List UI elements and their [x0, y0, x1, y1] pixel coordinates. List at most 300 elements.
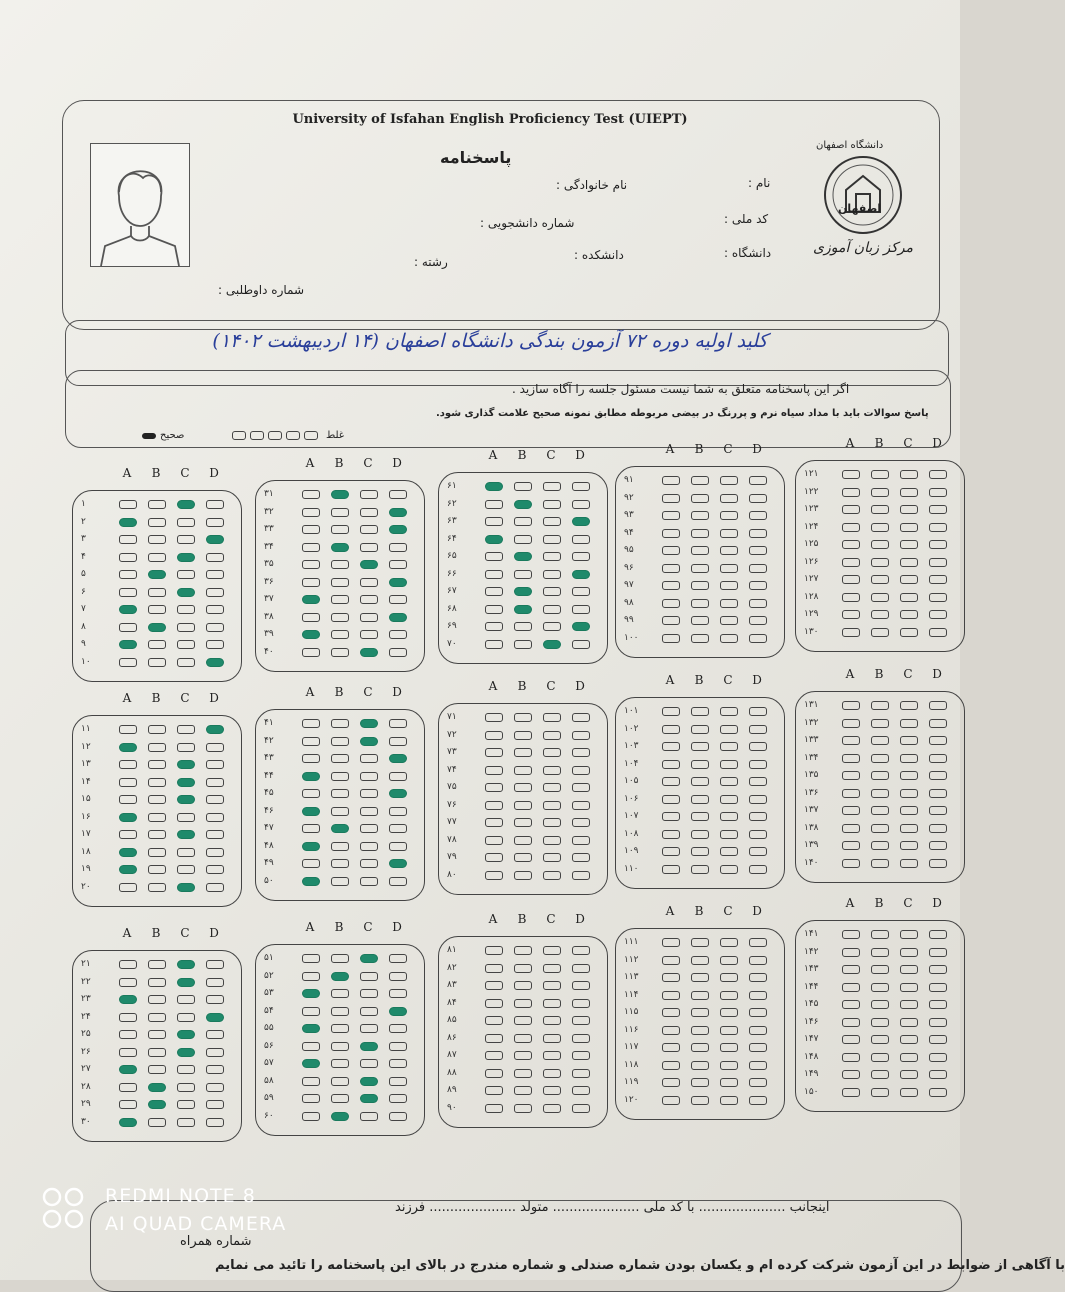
answer-bubble-b[interactable] [331, 613, 349, 622]
answer-bubble-b[interactable] [148, 640, 166, 649]
answer-bubble-a[interactable] [119, 995, 137, 1004]
answer-bubble-b[interactable] [331, 719, 349, 728]
answer-bubble-b[interactable] [331, 972, 349, 981]
answer-bubble-b[interactable] [514, 871, 532, 880]
answer-bubble-b[interactable] [331, 648, 349, 657]
answer-bubble-d[interactable] [749, 1026, 767, 1035]
answer-bubble-b[interactable] [691, 973, 709, 982]
answer-bubble-c[interactable] [543, 871, 561, 880]
answer-bubble-c[interactable] [543, 517, 561, 526]
answer-bubble-b[interactable] [871, 1035, 889, 1044]
answer-bubble-b[interactable] [148, 960, 166, 969]
answer-bubble-c[interactable] [177, 778, 195, 787]
answer-bubble-a[interactable] [485, 981, 503, 990]
answer-bubble-a[interactable] [662, 1078, 680, 1087]
answer-bubble-c[interactable] [900, 1000, 918, 1009]
answer-bubble-d[interactable] [206, 640, 224, 649]
answer-bubble-c[interactable] [360, 859, 378, 868]
answer-bubble-c[interactable] [720, 760, 738, 769]
answer-bubble-a[interactable] [842, 841, 860, 850]
answer-bubble-c[interactable] [360, 954, 378, 963]
answer-bubble-a[interactable] [842, 540, 860, 549]
answer-bubble-b[interactable] [331, 954, 349, 963]
answer-bubble-a[interactable] [302, 525, 320, 534]
answer-bubble-c[interactable] [900, 701, 918, 710]
answer-bubble-d[interactable] [572, 999, 590, 1008]
answer-bubble-b[interactable] [148, 570, 166, 579]
answer-bubble-d[interactable] [206, 553, 224, 562]
answer-bubble-c[interactable] [900, 593, 918, 602]
answer-bubble-a[interactable] [662, 494, 680, 503]
answer-bubble-c[interactable] [360, 719, 378, 728]
answer-bubble-c[interactable] [720, 1078, 738, 1087]
answer-bubble-d[interactable] [749, 511, 767, 520]
answer-bubble-a[interactable] [485, 622, 503, 631]
answer-bubble-b[interactable] [871, 558, 889, 567]
answer-bubble-c[interactable] [543, 748, 561, 757]
answer-bubble-b[interactable] [514, 964, 532, 973]
answer-bubble-d[interactable] [572, 766, 590, 775]
answer-bubble-c[interactable] [177, 795, 195, 804]
answer-bubble-b[interactable] [148, 535, 166, 544]
answer-bubble-c[interactable] [720, 494, 738, 503]
answer-bubble-b[interactable] [691, 1096, 709, 1105]
answer-bubble-d[interactable] [929, 628, 947, 637]
answer-bubble-a[interactable] [302, 630, 320, 639]
answer-bubble-a[interactable] [662, 938, 680, 947]
answer-bubble-d[interactable] [749, 991, 767, 1000]
answer-bubble-d[interactable] [749, 546, 767, 555]
answer-bubble-a[interactable] [302, 1112, 320, 1121]
answer-bubble-b[interactable] [331, 754, 349, 763]
answer-bubble-c[interactable] [177, 1048, 195, 1057]
answer-bubble-a[interactable] [302, 1042, 320, 1051]
answer-bubble-a[interactable] [842, 505, 860, 514]
answer-bubble-a[interactable] [662, 973, 680, 982]
answer-bubble-d[interactable] [206, 1048, 224, 1057]
answer-bubble-b[interactable] [871, 1000, 889, 1009]
answer-bubble-a[interactable] [302, 595, 320, 604]
answer-bubble-d[interactable] [572, 640, 590, 649]
answer-bubble-b[interactable] [148, 995, 166, 1004]
answer-bubble-c[interactable] [177, 725, 195, 734]
answer-bubble-d[interactable] [572, 622, 590, 631]
answer-bubble-b[interactable] [331, 1024, 349, 1033]
answer-bubble-a[interactable] [662, 1061, 680, 1070]
answer-bubble-c[interactable] [900, 719, 918, 728]
answer-bubble-a[interactable] [119, 588, 137, 597]
answer-bubble-d[interactable] [929, 540, 947, 549]
answer-bubble-a[interactable] [485, 818, 503, 827]
answer-bubble-d[interactable] [929, 1018, 947, 1027]
answer-bubble-d[interactable] [389, 525, 407, 534]
answer-bubble-d[interactable] [206, 743, 224, 752]
answer-bubble-a[interactable] [662, 564, 680, 573]
answer-bubble-c[interactable] [177, 848, 195, 857]
answer-bubble-d[interactable] [206, 1065, 224, 1074]
answer-bubble-a[interactable] [485, 766, 503, 775]
answer-bubble-b[interactable] [331, 842, 349, 851]
answer-bubble-c[interactable] [360, 737, 378, 746]
answer-bubble-b[interactable] [691, 1026, 709, 1035]
answer-bubble-b[interactable] [871, 965, 889, 974]
answer-bubble-d[interactable] [572, 871, 590, 880]
answer-bubble-b[interactable] [331, 560, 349, 569]
answer-bubble-b[interactable] [148, 518, 166, 527]
answer-bubble-b[interactable] [148, 500, 166, 509]
answer-bubble-c[interactable] [360, 877, 378, 886]
answer-bubble-b[interactable] [691, 494, 709, 503]
answer-bubble-c[interactable] [900, 1070, 918, 1079]
answer-bubble-a[interactable] [485, 1086, 503, 1095]
answer-bubble-d[interactable] [749, 847, 767, 856]
answer-bubble-b[interactable] [331, 595, 349, 604]
answer-bubble-a[interactable] [119, 1118, 137, 1127]
answer-bubble-a[interactable] [842, 965, 860, 974]
answer-bubble-a[interactable] [119, 570, 137, 579]
answer-bubble-d[interactable] [206, 995, 224, 1004]
answer-bubble-c[interactable] [900, 558, 918, 567]
answer-bubble-d[interactable] [929, 806, 947, 815]
answer-bubble-b[interactable] [514, 482, 532, 491]
answer-bubble-d[interactable] [749, 476, 767, 485]
answer-bubble-d[interactable] [206, 1013, 224, 1022]
answer-bubble-b[interactable] [148, 1065, 166, 1074]
answer-bubble-a[interactable] [842, 806, 860, 815]
answer-bubble-b[interactable] [148, 623, 166, 632]
answer-bubble-a[interactable] [485, 964, 503, 973]
answer-bubble-c[interactable] [543, 818, 561, 827]
answer-bubble-d[interactable] [749, 777, 767, 786]
answer-bubble-c[interactable] [900, 841, 918, 850]
answer-bubble-d[interactable] [389, 1007, 407, 1016]
answer-bubble-b[interactable] [691, 812, 709, 821]
answer-bubble-d[interactable] [206, 1030, 224, 1039]
answer-bubble-c[interactable] [360, 807, 378, 816]
answer-bubble-a[interactable] [119, 865, 137, 874]
answer-bubble-d[interactable] [572, 517, 590, 526]
answer-bubble-d[interactable] [749, 865, 767, 874]
answer-bubble-a[interactable] [842, 771, 860, 780]
answer-bubble-d[interactable] [389, 543, 407, 552]
answer-bubble-d[interactable] [749, 938, 767, 947]
answer-bubble-d[interactable] [572, 836, 590, 845]
answer-bubble-c[interactable] [720, 634, 738, 643]
answer-bubble-a[interactable] [842, 1000, 860, 1009]
answer-bubble-a[interactable] [485, 748, 503, 757]
answer-bubble-d[interactable] [572, 552, 590, 561]
answer-bubble-c[interactable] [177, 1118, 195, 1127]
answer-bubble-d[interactable] [206, 570, 224, 579]
answer-bubble-a[interactable] [662, 707, 680, 716]
answer-bubble-c[interactable] [360, 560, 378, 569]
answer-bubble-d[interactable] [206, 760, 224, 769]
answer-bubble-a[interactable] [119, 623, 137, 632]
answer-bubble-c[interactable] [360, 1077, 378, 1086]
answer-bubble-b[interactable] [331, 1007, 349, 1016]
answer-bubble-b[interactable] [331, 1059, 349, 1068]
answer-bubble-c[interactable] [543, 946, 561, 955]
answer-bubble-c[interactable] [720, 725, 738, 734]
answer-bubble-c[interactable] [543, 766, 561, 775]
answer-bubble-b[interactable] [148, 658, 166, 667]
answer-bubble-b[interactable] [148, 760, 166, 769]
answer-bubble-a[interactable] [302, 578, 320, 587]
answer-bubble-b[interactable] [691, 991, 709, 1000]
answer-bubble-d[interactable] [389, 613, 407, 622]
answer-bubble-c[interactable] [720, 938, 738, 947]
answer-bubble-c[interactable] [360, 613, 378, 622]
answer-bubble-a[interactable] [485, 587, 503, 596]
answer-bubble-a[interactable] [842, 1053, 860, 1062]
answer-bubble-b[interactable] [331, 807, 349, 816]
answer-bubble-d[interactable] [389, 754, 407, 763]
answer-bubble-c[interactable] [900, 628, 918, 637]
answer-bubble-a[interactable] [302, 1077, 320, 1086]
answer-bubble-d[interactable] [389, 859, 407, 868]
answer-bubble-d[interactable] [389, 1059, 407, 1068]
answer-bubble-b[interactable] [871, 983, 889, 992]
answer-bubble-d[interactable] [206, 778, 224, 787]
answer-bubble-a[interactable] [842, 930, 860, 939]
answer-bubble-a[interactable] [485, 517, 503, 526]
answer-bubble-d[interactable] [749, 795, 767, 804]
answer-bubble-a[interactable] [119, 760, 137, 769]
answer-bubble-c[interactable] [543, 999, 561, 1008]
answer-bubble-b[interactable] [514, 535, 532, 544]
answer-bubble-c[interactable] [360, 648, 378, 657]
answer-bubble-c[interactable] [177, 743, 195, 752]
answer-bubble-b[interactable] [514, 783, 532, 792]
answer-bubble-a[interactable] [302, 954, 320, 963]
answer-bubble-c[interactable] [360, 1059, 378, 1068]
answer-bubble-a[interactable] [842, 1070, 860, 1079]
answer-bubble-a[interactable] [302, 490, 320, 499]
answer-bubble-a[interactable] [662, 725, 680, 734]
answer-bubble-d[interactable] [389, 1077, 407, 1086]
answer-bubble-b[interactable] [514, 1104, 532, 1113]
answer-bubble-d[interactable] [206, 623, 224, 632]
answer-bubble-a[interactable] [485, 605, 503, 614]
answer-bubble-c[interactable] [900, 789, 918, 798]
answer-bubble-b[interactable] [691, 777, 709, 786]
answer-bubble-d[interactable] [206, 883, 224, 892]
answer-bubble-c[interactable] [177, 640, 195, 649]
answer-bubble-b[interactable] [148, 1100, 166, 1109]
answer-bubble-d[interactable] [389, 772, 407, 781]
answer-bubble-c[interactable] [360, 824, 378, 833]
answer-bubble-b[interactable] [148, 743, 166, 752]
answer-bubble-d[interactable] [389, 1094, 407, 1103]
answer-bubble-d[interactable] [389, 490, 407, 499]
answer-bubble-b[interactable] [148, 1118, 166, 1127]
answer-bubble-c[interactable] [543, 783, 561, 792]
answer-bubble-d[interactable] [929, 505, 947, 514]
answer-bubble-d[interactable] [929, 1035, 947, 1044]
answer-bubble-c[interactable] [177, 995, 195, 1004]
answer-bubble-c[interactable] [720, 599, 738, 608]
answer-bubble-d[interactable] [749, 616, 767, 625]
answer-bubble-a[interactable] [662, 616, 680, 625]
answer-bubble-c[interactable] [177, 1065, 195, 1074]
answer-bubble-c[interactable] [900, 824, 918, 833]
answer-bubble-d[interactable] [389, 737, 407, 746]
answer-bubble-d[interactable] [206, 518, 224, 527]
answer-bubble-b[interactable] [514, 622, 532, 631]
answer-bubble-a[interactable] [485, 836, 503, 845]
answer-bubble-d[interactable] [929, 719, 947, 728]
answer-bubble-d[interactable] [389, 789, 407, 798]
answer-bubble-a[interactable] [302, 807, 320, 816]
answer-bubble-c[interactable] [900, 983, 918, 992]
answer-bubble-c[interactable] [720, 581, 738, 590]
answer-bubble-b[interactable] [148, 865, 166, 874]
answer-bubble-a[interactable] [302, 508, 320, 517]
answer-bubble-d[interactable] [749, 760, 767, 769]
answer-bubble-b[interactable] [871, 523, 889, 532]
answer-bubble-c[interactable] [360, 1024, 378, 1033]
answer-bubble-c[interactable] [177, 760, 195, 769]
answer-bubble-b[interactable] [691, 830, 709, 839]
answer-bubble-a[interactable] [302, 1024, 320, 1033]
answer-bubble-d[interactable] [749, 725, 767, 734]
answer-bubble-d[interactable] [929, 575, 947, 584]
answer-bubble-c[interactable] [360, 772, 378, 781]
answer-bubble-c[interactable] [360, 1112, 378, 1121]
answer-bubble-b[interactable] [148, 795, 166, 804]
answer-bubble-a[interactable] [662, 742, 680, 751]
answer-bubble-b[interactable] [691, 742, 709, 751]
answer-bubble-c[interactable] [543, 482, 561, 491]
answer-bubble-d[interactable] [749, 1078, 767, 1087]
answer-bubble-c[interactable] [360, 595, 378, 604]
answer-bubble-b[interactable] [691, 1043, 709, 1052]
answer-bubble-d[interactable] [206, 813, 224, 822]
answer-bubble-a[interactable] [842, 470, 860, 479]
answer-bubble-a[interactable] [485, 1034, 503, 1043]
answer-bubble-c[interactable] [543, 1016, 561, 1025]
answer-bubble-c[interactable] [720, 830, 738, 839]
answer-bubble-a[interactable] [842, 736, 860, 745]
answer-bubble-c[interactable] [720, 476, 738, 485]
answer-bubble-d[interactable] [749, 707, 767, 716]
answer-bubble-d[interactable] [572, 1051, 590, 1060]
answer-bubble-c[interactable] [360, 842, 378, 851]
answer-bubble-d[interactable] [389, 877, 407, 886]
answer-bubble-a[interactable] [485, 946, 503, 955]
answer-bubble-c[interactable] [360, 508, 378, 517]
answer-bubble-b[interactable] [871, 628, 889, 637]
answer-bubble-b[interactable] [514, 1016, 532, 1025]
answer-bubble-c[interactable] [360, 490, 378, 499]
answer-bubble-d[interactable] [206, 605, 224, 614]
answer-bubble-c[interactable] [360, 1042, 378, 1051]
answer-bubble-b[interactable] [148, 1083, 166, 1092]
answer-bubble-a[interactable] [842, 1018, 860, 1027]
answer-bubble-a[interactable] [662, 830, 680, 839]
answer-bubble-b[interactable] [514, 1034, 532, 1043]
answer-bubble-a[interactable] [842, 523, 860, 532]
answer-bubble-b[interactable] [691, 511, 709, 520]
answer-bubble-c[interactable] [720, 956, 738, 965]
answer-bubble-a[interactable] [302, 859, 320, 868]
answer-bubble-b[interactable] [514, 640, 532, 649]
answer-bubble-b[interactable] [514, 1069, 532, 1078]
answer-bubble-d[interactable] [749, 956, 767, 965]
answer-bubble-b[interactable] [691, 581, 709, 590]
answer-bubble-a[interactable] [119, 778, 137, 787]
answer-bubble-d[interactable] [749, 581, 767, 590]
answer-bubble-d[interactable] [749, 830, 767, 839]
answer-bubble-d[interactable] [749, 1096, 767, 1105]
answer-bubble-a[interactable] [302, 972, 320, 981]
answer-bubble-b[interactable] [148, 605, 166, 614]
answer-bubble-c[interactable] [177, 830, 195, 839]
answer-bubble-b[interactable] [148, 830, 166, 839]
answer-bubble-a[interactable] [302, 719, 320, 728]
answer-bubble-d[interactable] [929, 930, 947, 939]
answer-bubble-b[interactable] [871, 1018, 889, 1027]
answer-bubble-b[interactable] [514, 587, 532, 596]
answer-bubble-d[interactable] [572, 1104, 590, 1113]
answer-bubble-d[interactable] [389, 1024, 407, 1033]
answer-bubble-b[interactable] [148, 813, 166, 822]
answer-bubble-c[interactable] [360, 989, 378, 998]
answer-bubble-d[interactable] [206, 795, 224, 804]
answer-bubble-b[interactable] [691, 847, 709, 856]
answer-bubble-c[interactable] [543, 587, 561, 596]
answer-bubble-d[interactable] [749, 1008, 767, 1017]
answer-bubble-a[interactable] [842, 789, 860, 798]
answer-bubble-b[interactable] [331, 1112, 349, 1121]
answer-bubble-d[interactable] [389, 972, 407, 981]
answer-bubble-c[interactable] [900, 523, 918, 532]
answer-bubble-a[interactable] [485, 535, 503, 544]
answer-bubble-a[interactable] [119, 605, 137, 614]
answer-bubble-a[interactable] [842, 488, 860, 497]
answer-bubble-b[interactable] [331, 859, 349, 868]
answer-bubble-c[interactable] [177, 865, 195, 874]
answer-bubble-a[interactable] [302, 737, 320, 746]
answer-bubble-b[interactable] [691, 1008, 709, 1017]
answer-bubble-a[interactable] [662, 956, 680, 965]
answer-bubble-d[interactable] [929, 965, 947, 974]
answer-bubble-d[interactable] [206, 1118, 224, 1127]
answer-bubble-d[interactable] [749, 529, 767, 538]
answer-bubble-d[interactable] [572, 500, 590, 509]
answer-bubble-d[interactable] [749, 564, 767, 573]
answer-bubble-c[interactable] [900, 771, 918, 780]
answer-bubble-d[interactable] [929, 824, 947, 833]
answer-bubble-d[interactable] [572, 818, 590, 827]
answer-bubble-d[interactable] [929, 610, 947, 619]
answer-bubble-c[interactable] [720, 1096, 738, 1105]
answer-bubble-c[interactable] [360, 543, 378, 552]
answer-bubble-b[interactable] [691, 1061, 709, 1070]
answer-bubble-d[interactable] [929, 841, 947, 850]
answer-bubble-c[interactable] [720, 991, 738, 1000]
answer-bubble-d[interactable] [206, 1083, 224, 1092]
answer-bubble-a[interactable] [485, 999, 503, 1008]
answer-bubble-d[interactable] [572, 946, 590, 955]
answer-bubble-c[interactable] [543, 1086, 561, 1095]
answer-bubble-d[interactable] [749, 634, 767, 643]
answer-bubble-d[interactable] [929, 593, 947, 602]
answer-bubble-b[interactable] [514, 1051, 532, 1060]
answer-bubble-c[interactable] [720, 847, 738, 856]
answer-bubble-d[interactable] [572, 853, 590, 862]
answer-bubble-c[interactable] [720, 529, 738, 538]
